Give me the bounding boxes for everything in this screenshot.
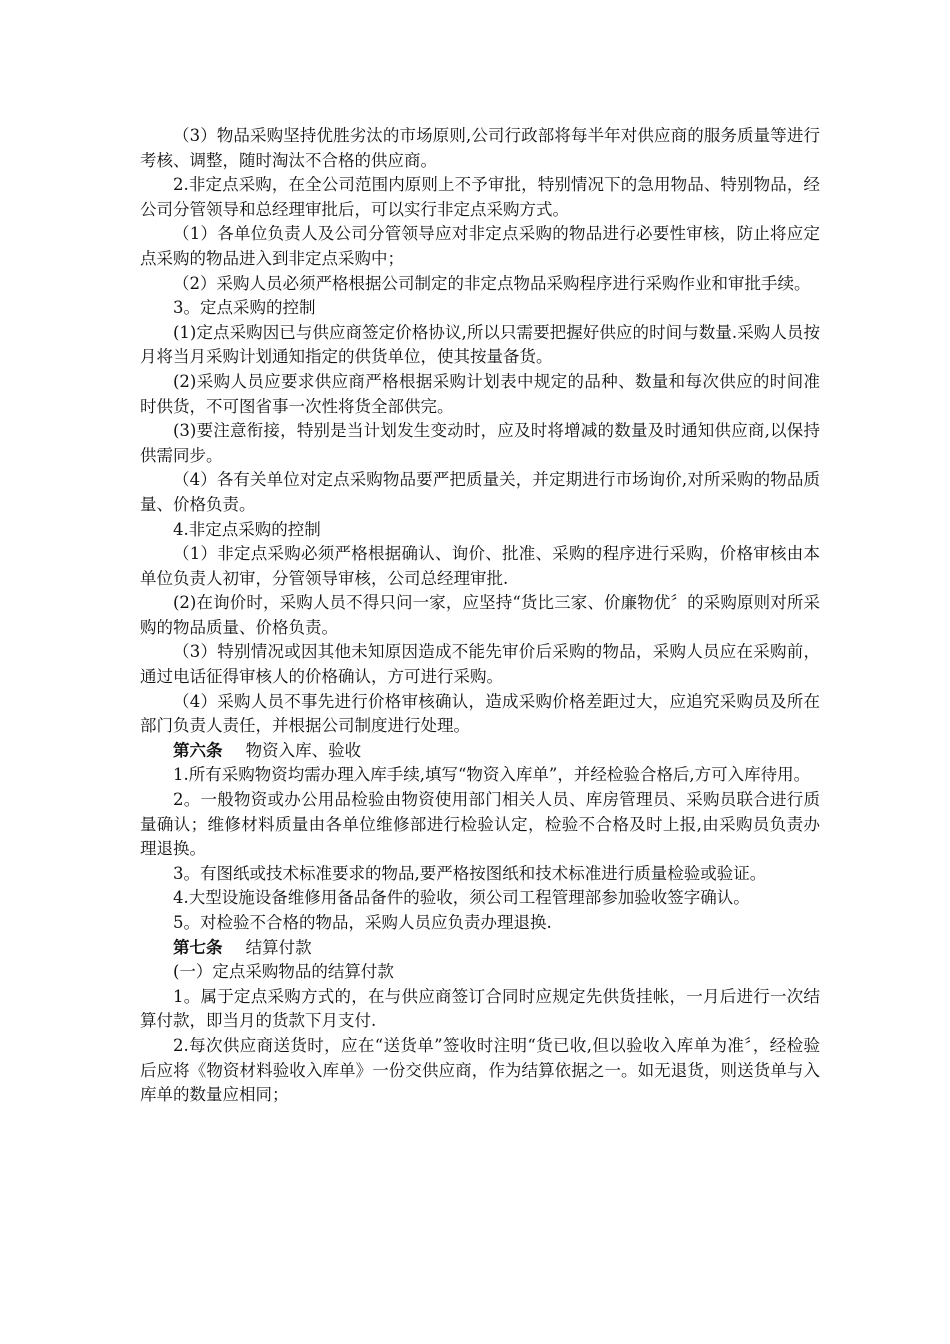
paragraph: 2.每次供应商送货时，应在“送货单”签收时注明“货已收,但以验收入库单为准〞，经检验后应将《物资材料验收入库单》一份交供应商，作为结算依据之一。如无退货，则送货单与入库单的数量应相同； bbox=[140, 1035, 820, 1105]
section-subheading: 4.非定点采购的控制 bbox=[173, 519, 321, 539]
article-title: 物资入库、验收 bbox=[245, 740, 362, 760]
article-heading bbox=[140, 936, 820, 961]
paragraph: （3）特别情况或因其他未知原因造成不能先审价后采购的物品，采购人员应在采购前，通过电话征得审核人的价格确认，方可进行采购。 bbox=[140, 642, 820, 687]
section-subheading: (一）定点采购物品的结算付款 bbox=[173, 962, 394, 982]
paragraph: 3。有图纸或技术标准要求的物品,要严格按图纸和技术标准进行质量检验或验证。 bbox=[173, 863, 767, 883]
paragraph: （4）采购人员不事先进行价格审核确认，造成采购价格差距过大，应追究采购员及所在部门负责人责任，并根据公司制度进行处理。 bbox=[140, 691, 820, 736]
paragraph: 5。对检验不合格的物品，采购人员应负责办理退换. bbox=[173, 913, 552, 932]
paragraph: 1。属于定点采购方式的，在与供应商签订合同时应规定先供货挂帐，一月后进行一次结算付款，即当月的货款下月支付. bbox=[140, 986, 820, 1031]
paragraph: 2。一般物资或办公用品检验由物资使用部门相关人员、库房管理员、采购员联合进行质量确认；维修材料质量由各单位维修部进行检验认定，检验不合格及时上报,由采购员负责办理退换。 bbox=[140, 790, 820, 859]
paragraph: (3)要注意衔接，特别是当计划发生变动时，应及时将增减的数量及时通知供应商,以保持供需同步。 bbox=[140, 421, 820, 465]
paragraph: （2）采购人员必须严格根据公司制定的非定点物品采购程序进行采购作业和审批手续。 bbox=[173, 273, 811, 293]
paragraph: 4.大型设施设备维修用备品备件的验收，须公司工程管理部参加验收签字确认。 bbox=[173, 888, 750, 908]
paragraph: （1）非定点采购必须严格根据确认、询价、批准、采购的程序进行采购，价格审核由本单位负责人初审，分管领导审核，公司总经理审批. bbox=[140, 544, 820, 588]
paragraph: 1.所有采购物资均需办理入库手续,填写“物资入库单”，并经检验合格后,方可入库待用。 bbox=[173, 765, 811, 785]
paragraph: (2)采购人员应要求供应商严格根据采购计划表中规定的品种、数量和每次供应的时间准时供货，不可图省事一次性将货全部供完。 bbox=[140, 371, 820, 416]
article-number: 第六条 bbox=[173, 740, 223, 760]
paragraph: （1）各单位负责人及公司分管领导应对非定点采购的物品进行必要性审核，防止将应定点采购的物品进入到非定点采购中； bbox=[140, 224, 820, 268]
paragraph: (2)在询价时，采购人员不得只问一家，应坚持“货比三家、价廉物优〞的采购原则对所采购的物品质量、价格负责。 bbox=[140, 593, 820, 637]
article-title: 结算付款 bbox=[245, 937, 312, 957]
article-number: 第七条 bbox=[173, 937, 223, 957]
paragraph: （4）各有关单位对定点采购物品要严把质量关，并定期进行市场询价,对所采购的物品质量、价格负责。 bbox=[140, 470, 820, 514]
document-page bbox=[140, 124, 820, 1108]
article-heading bbox=[140, 739, 820, 764]
paragraph: （3）物品采购坚持优胜劣汰的市场原则,公司行政部将每半年对供应商的服务质量等进行考核、调整，随时淘汰不合格的供应商。 bbox=[140, 126, 820, 170]
paragraph: (1)定点采购因已与供应商签定价格协议,所以只需要把握好供应的时间与数量.采购人员按月将当月采购计划通知指定的供货单位，使其按量备货。 bbox=[140, 322, 820, 367]
section-subheading: 3。定点采购的控制 bbox=[173, 298, 316, 318]
paragraph: 2.非定点采购，在全公司范围内原则上不予审批，特别情况下的急用物品、特别物品，经公司分管领导和总经理审批后，可以实行非定点采购方式。 bbox=[140, 175, 820, 219]
